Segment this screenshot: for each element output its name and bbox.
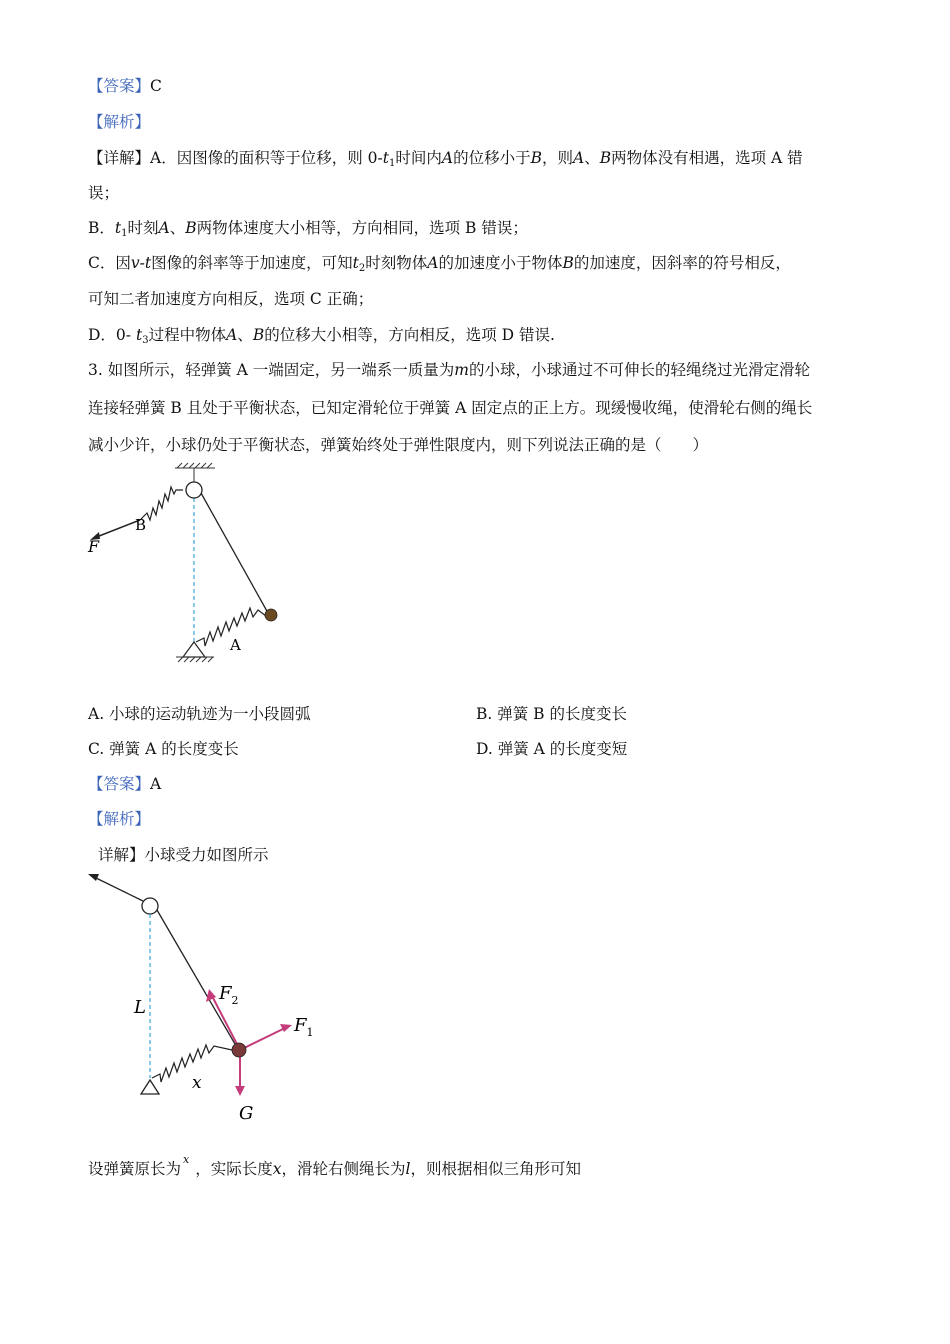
force-f-arrow xyxy=(94,520,140,538)
detail-line-a xyxy=(88,148,803,174)
subscript: 1 xyxy=(121,228,128,239)
text: ，则根据相似三角形可知 xyxy=(410,1160,581,1178)
detail-line-c-cont: 可知二者加速度方向相反，选项 C 正确； xyxy=(88,290,374,308)
var-b: B xyxy=(185,219,197,237)
fixed-support xyxy=(183,642,205,657)
subscript: 3 xyxy=(142,335,149,346)
arrow-head xyxy=(88,874,99,881)
text: 两物体没有相遇，选项 A 错 xyxy=(611,149,803,167)
var-b: B xyxy=(562,254,574,272)
text: 设弹簧原长为 xyxy=(88,1160,182,1178)
text: 的加速度小于物体 xyxy=(438,254,563,272)
var-t: t xyxy=(382,149,389,167)
option-d[interactable]: D. 弹簧 A 的长度变短 xyxy=(476,740,628,758)
text: 图像的斜率等于加速度，可知 xyxy=(151,254,353,272)
label-l: L xyxy=(134,997,146,1018)
text: ，实际长度 xyxy=(195,1160,273,1178)
var-a: A xyxy=(573,149,585,167)
ceiling-support xyxy=(175,463,215,482)
var-x0: x xyxy=(183,1153,190,1166)
text: ，则 xyxy=(541,149,573,167)
var-b: B xyxy=(252,326,265,344)
var-a: A xyxy=(441,149,454,167)
label-f1: $F_1$ xyxy=(294,1015,314,1039)
question-3-stem-1 xyxy=(88,360,810,380)
label-f: F xyxy=(88,537,100,556)
pulley xyxy=(142,898,158,914)
answer-tag: 【答案】 xyxy=(88,775,151,793)
analysis-tag-q2: 【解析】 xyxy=(88,113,151,131)
question-3-stem-3: 减小少许，小球仍处于平衡状态，弹簧始终处于弹性限度内，则下列说法正确的是（ ） xyxy=(88,436,709,454)
rope-left xyxy=(94,877,143,901)
text: 时间内 xyxy=(395,149,442,167)
final-line xyxy=(88,1150,581,1179)
detail-tag: 【详解】 xyxy=(88,149,151,167)
var-a: A xyxy=(427,254,439,272)
var-vt: v-t xyxy=(130,254,152,272)
var-b: B xyxy=(530,149,542,167)
label-g: G xyxy=(239,1103,254,1124)
answer-tag: 【答案】 xyxy=(88,77,151,95)
var-l: l xyxy=(405,1160,411,1178)
label-a: A xyxy=(230,636,241,654)
answer-line-q3 xyxy=(88,774,161,794)
text: D．0- xyxy=(88,326,132,344)
spring-pulley-figure xyxy=(80,460,300,670)
text: C．因 xyxy=(88,254,131,272)
text: 、 xyxy=(169,219,186,237)
text: A．因图像的面积等于位移，则 0- xyxy=(150,149,383,167)
rope xyxy=(157,910,235,1044)
text: 的加速度，因斜率的符号相反， xyxy=(573,254,791,272)
var-a: A xyxy=(226,326,238,344)
detail-line-b xyxy=(88,218,528,244)
var-m: m xyxy=(454,361,469,379)
force-analysis-figure xyxy=(80,868,340,1128)
text: B． xyxy=(88,219,115,237)
subscript: 1 xyxy=(388,158,396,169)
text: 两物体速度大小相等，方向相同，选项 B 错误； xyxy=(196,219,528,237)
answer-value: A xyxy=(150,775,162,793)
option-c[interactable]: C. 弹簧 A 的长度变长 xyxy=(88,740,239,758)
ball xyxy=(265,609,277,621)
text: 的位移大小相等，方向相反，选项 D 错误. xyxy=(264,326,555,344)
label-f2: $F_2$ xyxy=(219,983,239,1007)
text: 3. 如图所示，轻弹簧 A 一端固定，另一端系一质量为 xyxy=(88,361,455,379)
detail-line-d xyxy=(88,325,555,351)
spring-b xyxy=(140,487,183,520)
text: 过程中物体 xyxy=(148,326,227,344)
fixed-support xyxy=(141,1080,159,1094)
text: 时刻物体 xyxy=(365,254,428,272)
subscript: 2 xyxy=(358,263,366,274)
text: ，滑轮右侧绳长为 xyxy=(281,1160,406,1178)
var-t: t xyxy=(352,254,359,272)
label-b: B xyxy=(135,516,147,534)
option-a[interactable]: A. 小球的运动轨迹为一小段圆弧 xyxy=(88,705,311,723)
text: 的小球，小球通过不可伸长的轻绳绕过光滑定滑轮 xyxy=(468,361,810,379)
arrow-head xyxy=(280,1024,292,1032)
analysis-tag-q3: 【解析】 xyxy=(88,810,151,828)
var-a: A xyxy=(158,219,170,237)
rope xyxy=(201,493,268,613)
detail-line-a-cont: 误； xyxy=(88,184,120,202)
var-t: t xyxy=(135,326,143,344)
force-f1-arrow xyxy=(240,1028,285,1050)
text: 、 xyxy=(584,149,600,167)
text: 、 xyxy=(237,326,253,344)
pulley xyxy=(186,482,202,498)
answer-line-q2 xyxy=(88,76,162,96)
text: 时刻 xyxy=(127,219,159,237)
question-3-stem-2: 连接轻弹簧 B 且处于平衡状态，已知定滑轮位于弹簧 A 固定点的正上方。现缓慢收绳，使滑轮右侧的绳长 xyxy=(88,399,813,417)
text: 的位移小于 xyxy=(453,149,531,167)
detail-text-q3: 详解】小球受力如图所示 xyxy=(98,846,269,864)
detail-line-c xyxy=(88,253,791,279)
option-b[interactable]: B. 弹簧 B 的长度变长 xyxy=(476,705,627,723)
label-x: x xyxy=(192,1073,202,1093)
var-t: t xyxy=(114,219,122,237)
arrow-head xyxy=(235,1086,245,1096)
var-b: B xyxy=(599,149,612,167)
var-x: x xyxy=(272,1160,282,1178)
answer-value: C xyxy=(150,77,162,95)
ball xyxy=(232,1043,246,1057)
